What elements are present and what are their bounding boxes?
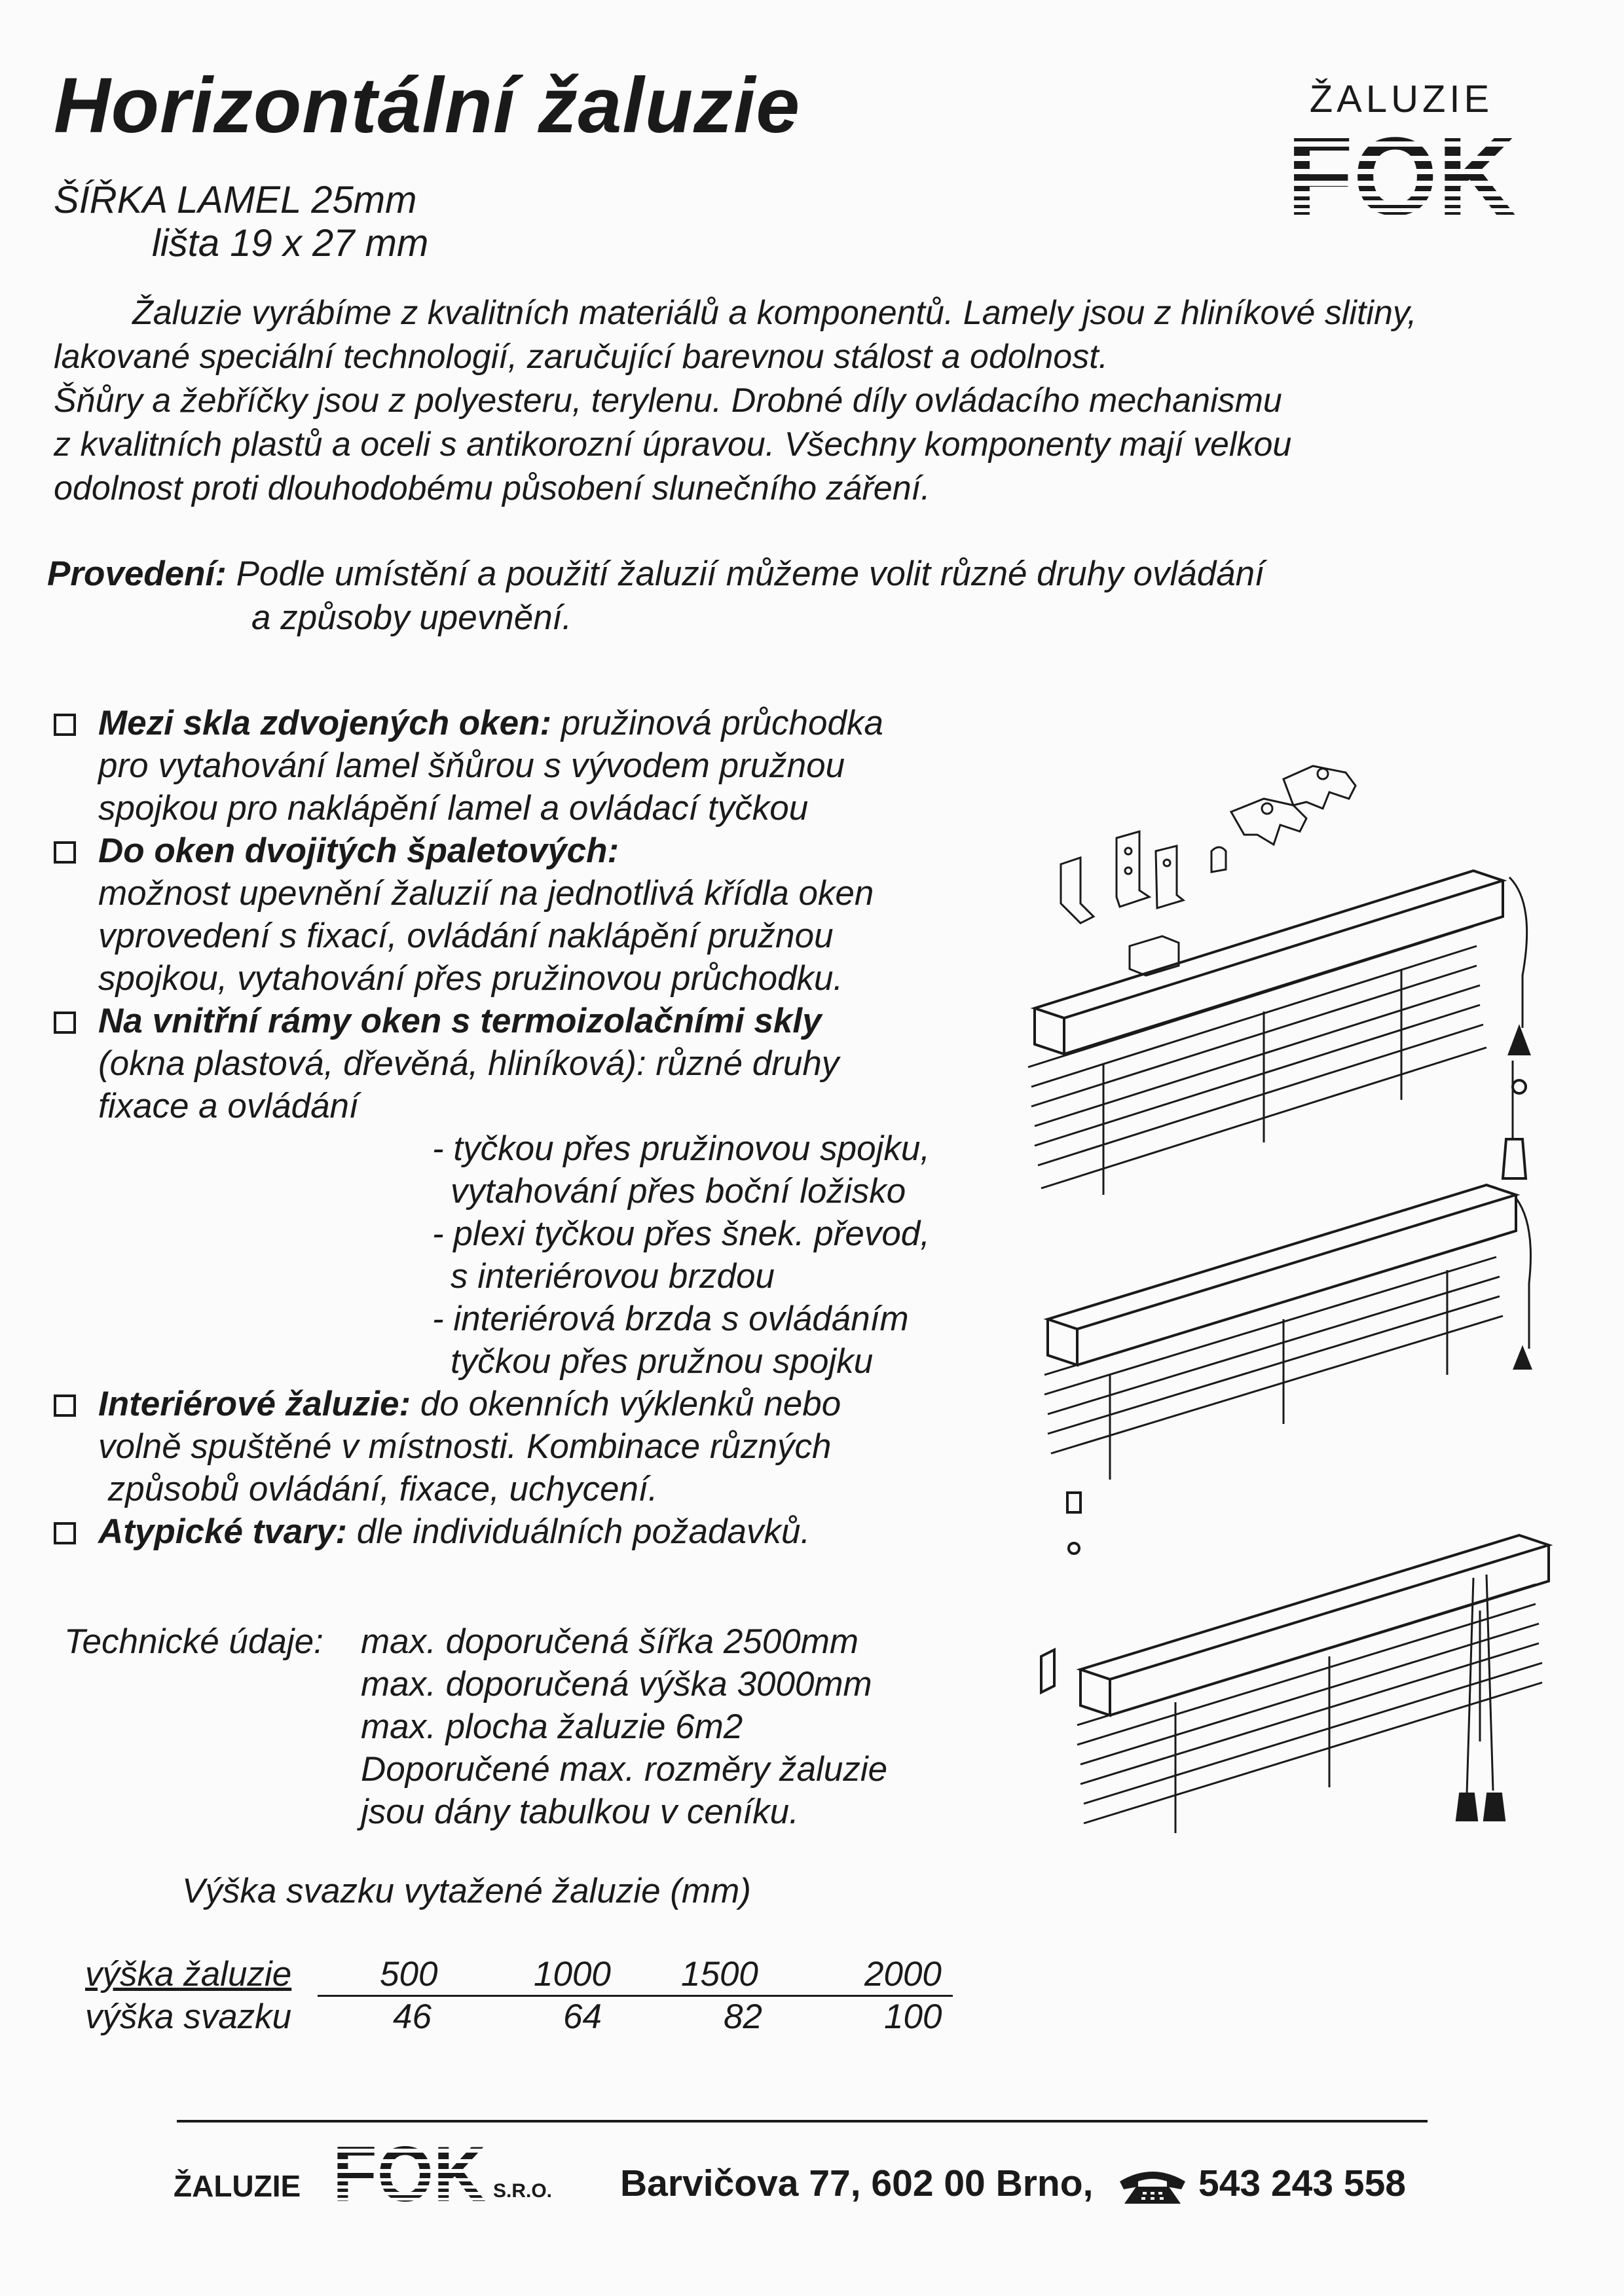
control-option: vytahování přes boční ložisko: [451, 1172, 906, 1211]
feature-text: pružinová průchodka: [561, 704, 883, 742]
table-cell: 1000: [534, 1955, 611, 1994]
feature-item: [54, 1510, 1036, 1553]
intro-paragraph: [54, 291, 1579, 511]
feature-item: [54, 1383, 1036, 1510]
blind-1: [1028, 871, 1529, 1195]
blind-2: [1044, 1185, 1531, 1554]
tech-value: max. doporučená šířka 2500mm: [361, 1622, 859, 1661]
company-type: S.R.O.: [493, 2180, 553, 2202]
feature-item: [54, 1000, 1036, 1383]
telephone-icon: [1116, 2167, 1189, 2210]
provedeni-section: [47, 552, 1264, 640]
feature-list: [54, 702, 1036, 1553]
provedeni-label: Provedení:: [47, 555, 227, 593]
feature-item: [54, 702, 1036, 829]
control-option: - plexi tyčkou přes šnek. převod,: [432, 1214, 931, 1253]
checkbox-icon: [54, 714, 76, 736]
intro-line: odolnost proti dlouhodobému působení slunečního záření.: [54, 469, 931, 507]
feature-heading: Interiérové žaluzie:: [98, 1385, 411, 1423]
table-cell: 2000: [864, 1955, 942, 1994]
table-cell: 1500: [681, 1955, 758, 1994]
checkbox-icon: [54, 1011, 76, 1034]
fok-logo: [1283, 131, 1519, 226]
feature-item: [54, 829, 1036, 1000]
bundle-height-table: [82, 1954, 953, 2039]
row-label: výška žaluzie: [85, 1955, 292, 1994]
control-option: - interiérová brzda s ovládáním: [432, 1300, 909, 1338]
tech-specs: [64, 1620, 888, 1833]
intro-line: Šňůry a žebříčky jsou z polyesteru, terylenu. Drobné díly ovládacího mechanismu: [54, 382, 1282, 420]
footer-divider: [177, 2120, 1428, 2123]
feature-heading: Atypické tvary:: [98, 1512, 348, 1551]
blinds-illustration: [995, 720, 1572, 1869]
table-cell: 82: [724, 1997, 762, 2036]
table-caption: Výška svazku vytažené žaluzie (mm): [182, 1872, 751, 1910]
feature-text: fixace a ovládání: [98, 1087, 359, 1125]
feature-heading: Do oken dvojitých špaletových:: [98, 831, 619, 870]
intro-line: Žaluzie vyrábíme z kvalitních materiálů a komponentů. Lamely jsou z hliníkové slitiny,: [132, 294, 1417, 332]
table-row: [82, 1954, 953, 1997]
rail-size: lišta 19 x 27 mm: [152, 222, 429, 264]
table-cell: 64: [563, 1997, 602, 2036]
feature-text: volně spuštěné v místnosti. Kombinace různých: [98, 1427, 832, 1466]
intro-line: z kvalitních plastů a oceli s antikorozní úpravou. Všechny komponenty mají velkou: [54, 426, 1292, 464]
feature-text: spojkou, vytahování přes pružinovou průchodku.: [98, 959, 843, 998]
row-label: výška svazku: [85, 1997, 292, 2036]
tech-value: max. doporučená výška 3000mm: [361, 1665, 872, 1704]
brand-name: ŽALUZIE: [1309, 78, 1494, 120]
table-cell: 100: [884, 1997, 942, 2036]
footer: [174, 2136, 1450, 2221]
footer-brand: ŽALUZIE: [174, 2169, 301, 2203]
bracket-parts: [1061, 766, 1356, 923]
feature-text: vprovedení s fixací, ovládání naklápění pružnou: [98, 917, 834, 955]
control-option: tyčkou přes pružnou spojku: [451, 1342, 874, 1381]
lamel-width: ŠÍŘKA LAMEL 25mm: [54, 179, 417, 221]
feature-heading: Mezi skla zdvojených oken:: [98, 704, 552, 742]
tech-value: Doporučené max. rozměry žaluzie: [361, 1750, 888, 1789]
feature-text: do okenních výklenků nebo: [420, 1385, 841, 1423]
feature-text: (okna plastová, dřevěná, hliníková): různé druhy: [98, 1044, 840, 1083]
feature-text: možnost upevnění žaluzií na jednotlivá křídla oken: [98, 874, 874, 913]
control-option: s interiérovou brzdou: [451, 1257, 775, 1296]
blind-3: [1041, 1535, 1549, 1833]
page-title: Horizontální žaluzie: [54, 62, 801, 149]
tech-value: jsou dány tabulkou v ceníku.: [361, 1793, 799, 1831]
feature-heading: Na vnitřní rámy oken s termoizolačními skly: [98, 1002, 822, 1040]
checkbox-icon: [54, 841, 76, 864]
tech-label: Technické údaje:: [64, 1622, 323, 1661]
intro-line: lakované speciální technologií, zaručující barevnou stálost a odolnost.: [54, 338, 1109, 376]
provedeni-text-cont: a způsoby upevnění.: [251, 598, 572, 637]
feature-text: spojkou pro naklápění lamel a ovládací tyčkou: [98, 789, 809, 828]
control-option: - tyčkou přes pružinovou spojku,: [432, 1129, 931, 1168]
table-cell: 46: [393, 1997, 432, 2036]
table-cell: 500: [380, 1955, 438, 1994]
phone-number: 543 243 558: [1198, 2162, 1406, 2204]
table-row: [82, 1997, 953, 2039]
tech-value: max. plocha žaluzie 6m2: [361, 1707, 743, 1746]
footer-fok-logo: [331, 2141, 488, 2210]
checkbox-icon: [54, 1394, 76, 1417]
feature-text: pro vytahování lamel šňůrou s vývodem pružnou: [98, 746, 845, 785]
checkbox-icon: [54, 1522, 76, 1544]
feature-text: dle individuálních požadavků.: [356, 1512, 811, 1551]
feature-text: způsobů ovládání, fixace, uchycení.: [98, 1470, 658, 1508]
company-address: Barvičova 77, 602 00 Brno,: [620, 2162, 1094, 2204]
provedeni-text: Podle umístění a použití žaluzií můžeme volit různé druhy ovládání: [236, 555, 1264, 593]
